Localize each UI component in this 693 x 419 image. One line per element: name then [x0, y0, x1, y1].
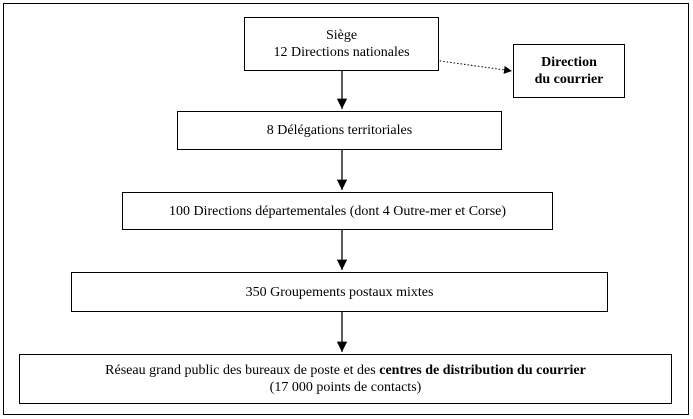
- siege-label: Siège: [325, 28, 358, 43]
- reseau-line2: (17 000 points de contacts): [269, 380, 422, 395]
- node-departementales: [122, 192, 553, 230]
- node-groupements: [71, 272, 608, 312]
- groupements-label: 350 Groupements postaux mixtes: [245, 284, 434, 300]
- reseau-line1-bold: centres de distribution du courrier: [379, 363, 586, 378]
- node-delegations: [177, 111, 502, 150]
- reseau-line1-prefix: Réseau grand public des bureaux de poste et des: [105, 363, 380, 378]
- reseau-line1: [105, 362, 586, 379]
- direction-courrier-line1: Direction: [541, 55, 597, 70]
- departementales-label: 100 Directions départementales (dont 4 Outre-mer et Corse): [168, 203, 507, 219]
- node-siege: [244, 17, 439, 71]
- node-reseau: [19, 354, 672, 404]
- delegations-label: 8 Délégations territoriales: [266, 123, 413, 138]
- siege-sublabel: 12 Directions nationales: [273, 45, 410, 60]
- direction-courrier-line2: du courrier: [534, 72, 604, 87]
- node-direction-courrier: [513, 44, 625, 98]
